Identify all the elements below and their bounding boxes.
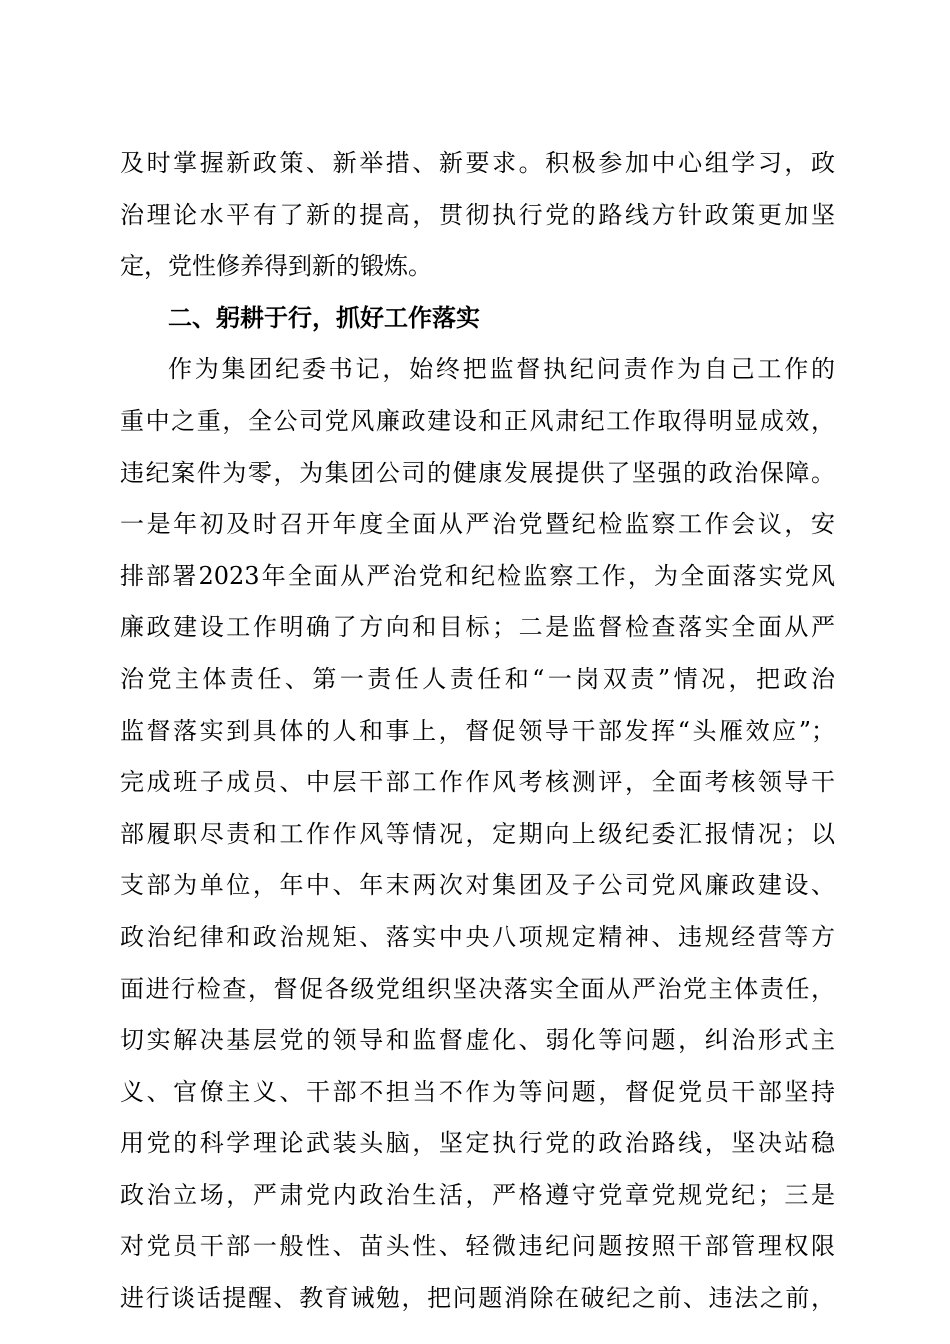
- paragraph-line: 违纪案件为零，为集团公司的健康发展提供了坚强的政治保障。: [120, 458, 835, 487]
- paragraph-line: 廉政建设工作明确了方向和目标；二是监督检查落实全面从严: [120, 613, 835, 642]
- paragraph-line: 义、官僚主义、干部不担当不作为等问题，督促党员干部坚持: [120, 1077, 835, 1106]
- section-heading: 二、躬耕于行，抓好工作落实: [168, 303, 480, 332]
- paragraph-line: 面进行检查，督促各级党组织坚决落实全面从严治党主体责任，: [120, 974, 835, 1003]
- paragraph-line: 治理论水平有了新的提高，贯彻执行党的路线方针政策更加坚: [120, 200, 835, 229]
- paragraph-line: 对党员干部一般性、苗头性、轻微违纪问题按照干部管理权限: [120, 1232, 835, 1261]
- paragraph-line: 支部为单位，年中、年末两次对集团及子公司党风廉政建设、: [120, 871, 835, 900]
- paragraph-line: 监督落实到具体的人和事上，督促领导干部发挥“头雁效应”；: [120, 716, 835, 745]
- paragraph-line: 作为集团纪委书记，始终把监督执纪问责作为自己工作的: [168, 355, 835, 384]
- paragraph-line: 治党主体责任、第一责任人责任和“一岗双责”情况，把政治: [120, 664, 835, 693]
- paragraph-line: 进行谈话提醒、教育诫勉，把问题消除在破纪之前、违法之前，: [120, 1284, 835, 1313]
- paragraph-line: 及时掌握新政策、新举措、新要求。积极参加中心组学习，政: [120, 149, 835, 177]
- paragraph-line: 部履职尽责和工作作风等情况，定期向上级纪委汇报情况；以: [120, 819, 835, 848]
- paragraph-line: 重中之重，全公司党风廉政建设和正风肃纪工作取得明显成效，: [120, 406, 835, 435]
- body-text: [120, 138, 835, 1325]
- paragraph-line: 政治纪律和政治规矩、落实中央八项规定精神、违规经营等方: [120, 922, 835, 951]
- paragraph-line: 切实解决基层党的领导和监督虚化、弱化等问题，纠治形式主: [120, 1026, 835, 1055]
- paragraph-line: 用党的科学理论武装头脑，坚定执行党的政治路线，坚决站稳: [120, 1129, 835, 1158]
- paragraph-line: 完成班子成员、中层干部工作作风考核测评，全面考核领导干: [120, 768, 835, 797]
- paragraph-line: 定，党性修养得到新的锻炼。: [120, 252, 432, 281]
- paragraph-line: 一是年初及时召开年度全面从严治党暨纪检监察工作会议，安: [120, 510, 835, 539]
- paragraph-line: 排部署2023年全面从严治党和纪检监察工作，为全面落实党风: [120, 561, 835, 590]
- paragraph-line: 政治立场，严肃党内政治生活，严格遵守党章党规党纪；三是: [120, 1180, 835, 1209]
